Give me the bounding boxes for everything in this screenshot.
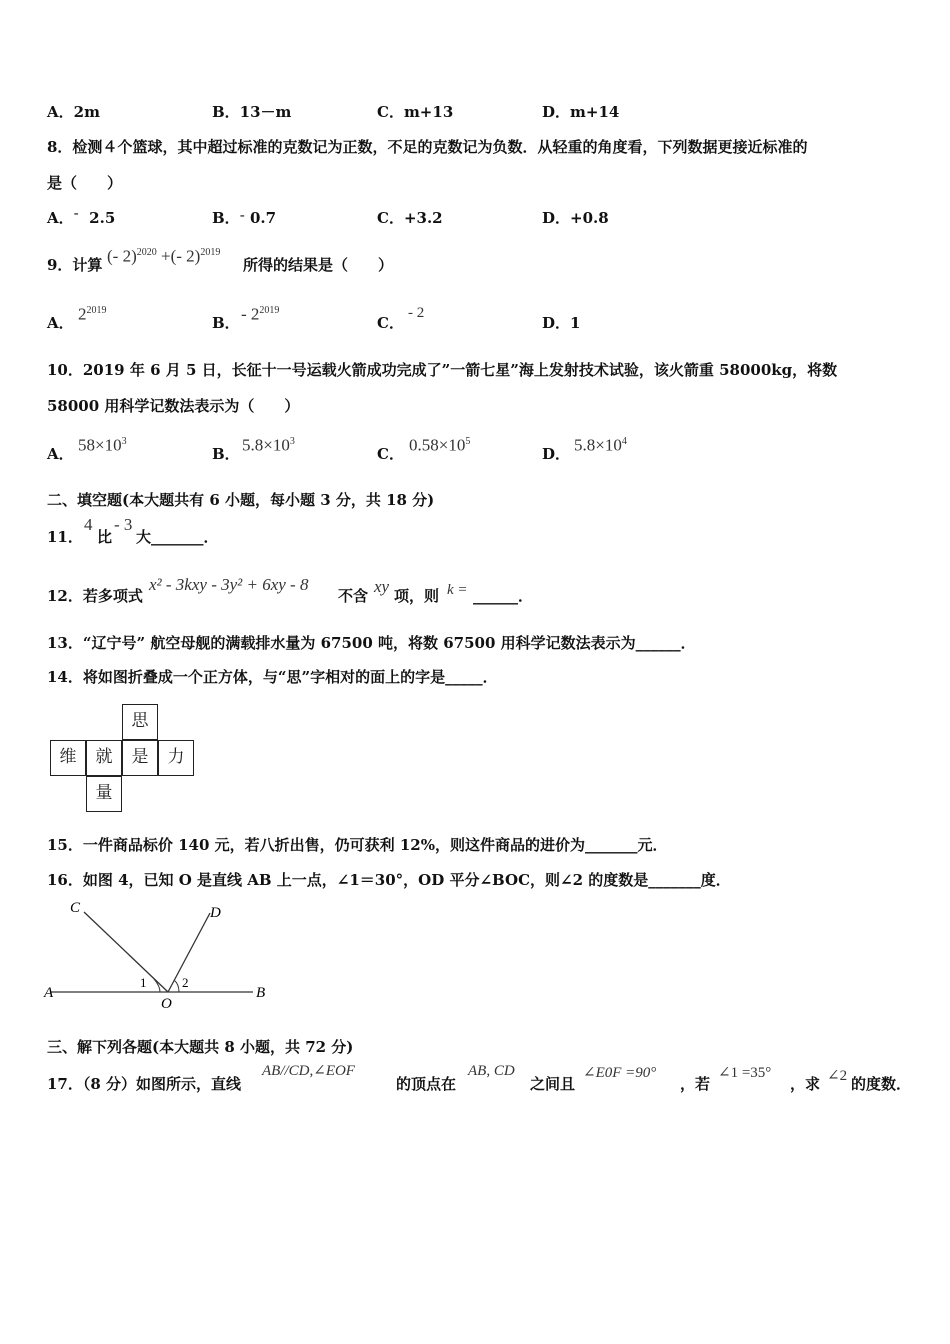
arc-angle-2 <box>174 980 179 992</box>
q17-suffix: 的度数． <box>851 1075 912 1093</box>
q9-option-c: - 2 <box>408 305 425 321</box>
q10-a-exp: 3 <box>121 436 127 447</box>
q12-polynomial: x² - 3kxy - 3y² + 6xy - 8 <box>149 575 309 594</box>
q8-a-value: 2.5 <box>89 209 116 227</box>
net-cell-row-1: 维 <box>50 740 86 776</box>
q12-term: xy <box>374 577 390 596</box>
q9-expression <box>107 243 220 267</box>
q9-prefix: 9．计算 <box>47 256 103 274</box>
q9-suffix: 所得的结果是（ ） <box>243 256 394 274</box>
q11-suffix: 大_______． <box>136 528 219 546</box>
q10-c-label: C． <box>377 445 404 463</box>
q8-option-d: D．+0.8 <box>542 209 609 227</box>
q12-mid: 不含 <box>338 587 369 605</box>
q8-a-label: A． <box>47 209 74 227</box>
q17-mid3: ，若 <box>680 1075 711 1093</box>
q17-mid1: 的顶点在 <box>396 1075 457 1093</box>
net-cell-row-2: 就 <box>86 740 122 776</box>
label-c: C <box>70 900 81 916</box>
q9-exp2: 2019 <box>200 247 221 258</box>
q8-stem-line1: 8．检测４个篮球，其中超过标准的克数记为正数，不足的克数记为负数．从轻重的角度看，下列数据更接近标准的 <box>47 138 808 156</box>
q10-option-d <box>574 432 627 456</box>
q7-option-d: D．m+14 <box>542 103 620 121</box>
q8-option-a <box>47 204 116 227</box>
q10-a-base: 58×10 <box>78 435 122 455</box>
section-2-heading: 二、填空题(本大题共有 6 小题，每小题 3 分，共 18 分) <box>47 491 435 509</box>
q8-b-value: 0.7 <box>250 209 277 227</box>
q7-option-a: A．2m <box>47 103 100 121</box>
q10-b-label: B． <box>212 445 240 463</box>
q12-prefix: 12．若多项式 <box>47 587 143 605</box>
q9-c-label: C． <box>377 314 404 332</box>
q17-expr-angle1: ∠1 =35° <box>718 1065 772 1081</box>
q10-b-exp: 3 <box>289 436 295 447</box>
q11-prefix: 11． <box>47 528 83 546</box>
q11-a: 4 <box>84 515 93 534</box>
q8-option-b <box>212 206 277 227</box>
q9-a-label: A． <box>47 314 74 332</box>
q10-b-base: 5.8×10 <box>242 435 290 455</box>
q9-base2: (- 2) <box>170 246 201 266</box>
q9-a-base: 2 <box>78 304 87 324</box>
q9-b-exp: 2019 <box>259 305 280 316</box>
q8-b-label: B． <box>212 209 240 227</box>
net-cell-row-3: 是 <box>122 740 158 776</box>
q10-option-c <box>409 432 470 456</box>
q10-stem-line1: 10．2019 年 6 月 5 日，长征十一号运载火箭成功完成了”一箭七星”海上发射技术试验，该火箭重 58000kg，将数 <box>47 361 838 379</box>
section-3-heading: 三、解下列各题(本大题共 8 小题，共 72 分) <box>47 1038 354 1056</box>
q17-prefix: 17．（8 分）如图所示，直线 <box>47 1075 242 1093</box>
label-b: B <box>256 985 266 1001</box>
q9-plus: + <box>160 246 171 266</box>
q7-option-c: C．m+13 <box>377 103 454 121</box>
q9-option-b <box>241 301 279 325</box>
q17-expr-angle2: ∠2 <box>827 1068 848 1084</box>
q17-mid2: 之间且 <box>530 1075 576 1093</box>
net-cell-row-4: 力 <box>158 740 194 776</box>
q10-stem-line2: 58000 用科学记数法表示为（ ） <box>47 397 300 415</box>
q10-option-a <box>78 432 127 456</box>
q13-stem: 13．“辽宁号” 航空母舰的满载排水量为 67500 吨，将数 67500 用科学记数法表示为______． <box>47 634 696 652</box>
q12-suffix: ______． <box>473 587 534 605</box>
q9-b-base: - 2 <box>241 304 260 324</box>
q8-b-sign: - <box>239 206 245 224</box>
q10-c-base: 0.58×10 <box>409 435 466 455</box>
q17-expr-right-angle: ∠E0F =90° <box>583 1065 657 1081</box>
label-angle-2: 2 <box>182 975 189 990</box>
angle-figure-16 <box>40 898 280 1013</box>
net-cell-bottom: 量 <box>86 776 122 812</box>
q10-d-label: D． <box>542 445 571 463</box>
q12-k: k = <box>447 582 468 598</box>
q10-c-exp: 5 <box>465 436 471 447</box>
label-angle-1: 1 <box>140 975 147 990</box>
q8-a-sign: - <box>73 204 79 222</box>
q11-mid: 比 <box>97 528 113 546</box>
q9-option-a <box>78 301 107 325</box>
q10-d-base: 5.8×10 <box>574 435 622 455</box>
label-o: O <box>161 996 172 1012</box>
q15-stem: 15．一件商品标价 140 元，若八折出售，仍可获利 12%，则这件商品的进价为_______元． <box>47 836 668 854</box>
q9-exp1: 2020 <box>136 247 157 258</box>
q9-b-label: B． <box>212 314 240 332</box>
q9-a-exp: 2019 <box>86 305 107 316</box>
label-a: A <box>44 985 54 1001</box>
q11-b: - 3 <box>114 515 133 534</box>
q12-mid2: 项，则 <box>394 587 440 605</box>
q10-option-b <box>242 432 295 456</box>
q17-mid4: ，求 <box>790 1075 821 1093</box>
q17-expr-lines: AB, CD <box>468 1063 515 1079</box>
label-d: D <box>210 905 221 921</box>
q17-expr-parallel: AB//CD,∠EOF <box>262 1063 355 1079</box>
net-cell-top: 思 <box>122 704 158 740</box>
q8-option-c: C．+3.2 <box>377 209 443 227</box>
q16-stem: 16．如图 4，已知 O 是直线 AB 上一点，∠1＝30°，OD 平分∠BOC，则∠2 的度数是_______度． <box>47 871 731 889</box>
q7-option-b: B．13－m <box>212 103 292 121</box>
q9-option-d: D．1 <box>542 314 581 332</box>
q10-a-label: A． <box>47 445 74 463</box>
q14-stem: 14．将如图折叠成一个正方体，与“思”字相对的面上的字是_____． <box>47 668 498 686</box>
q10-d-exp: 4 <box>621 436 627 447</box>
q8-stem-line2: 是（ ） <box>47 174 123 192</box>
q9-base1: (- 2) <box>107 246 137 266</box>
